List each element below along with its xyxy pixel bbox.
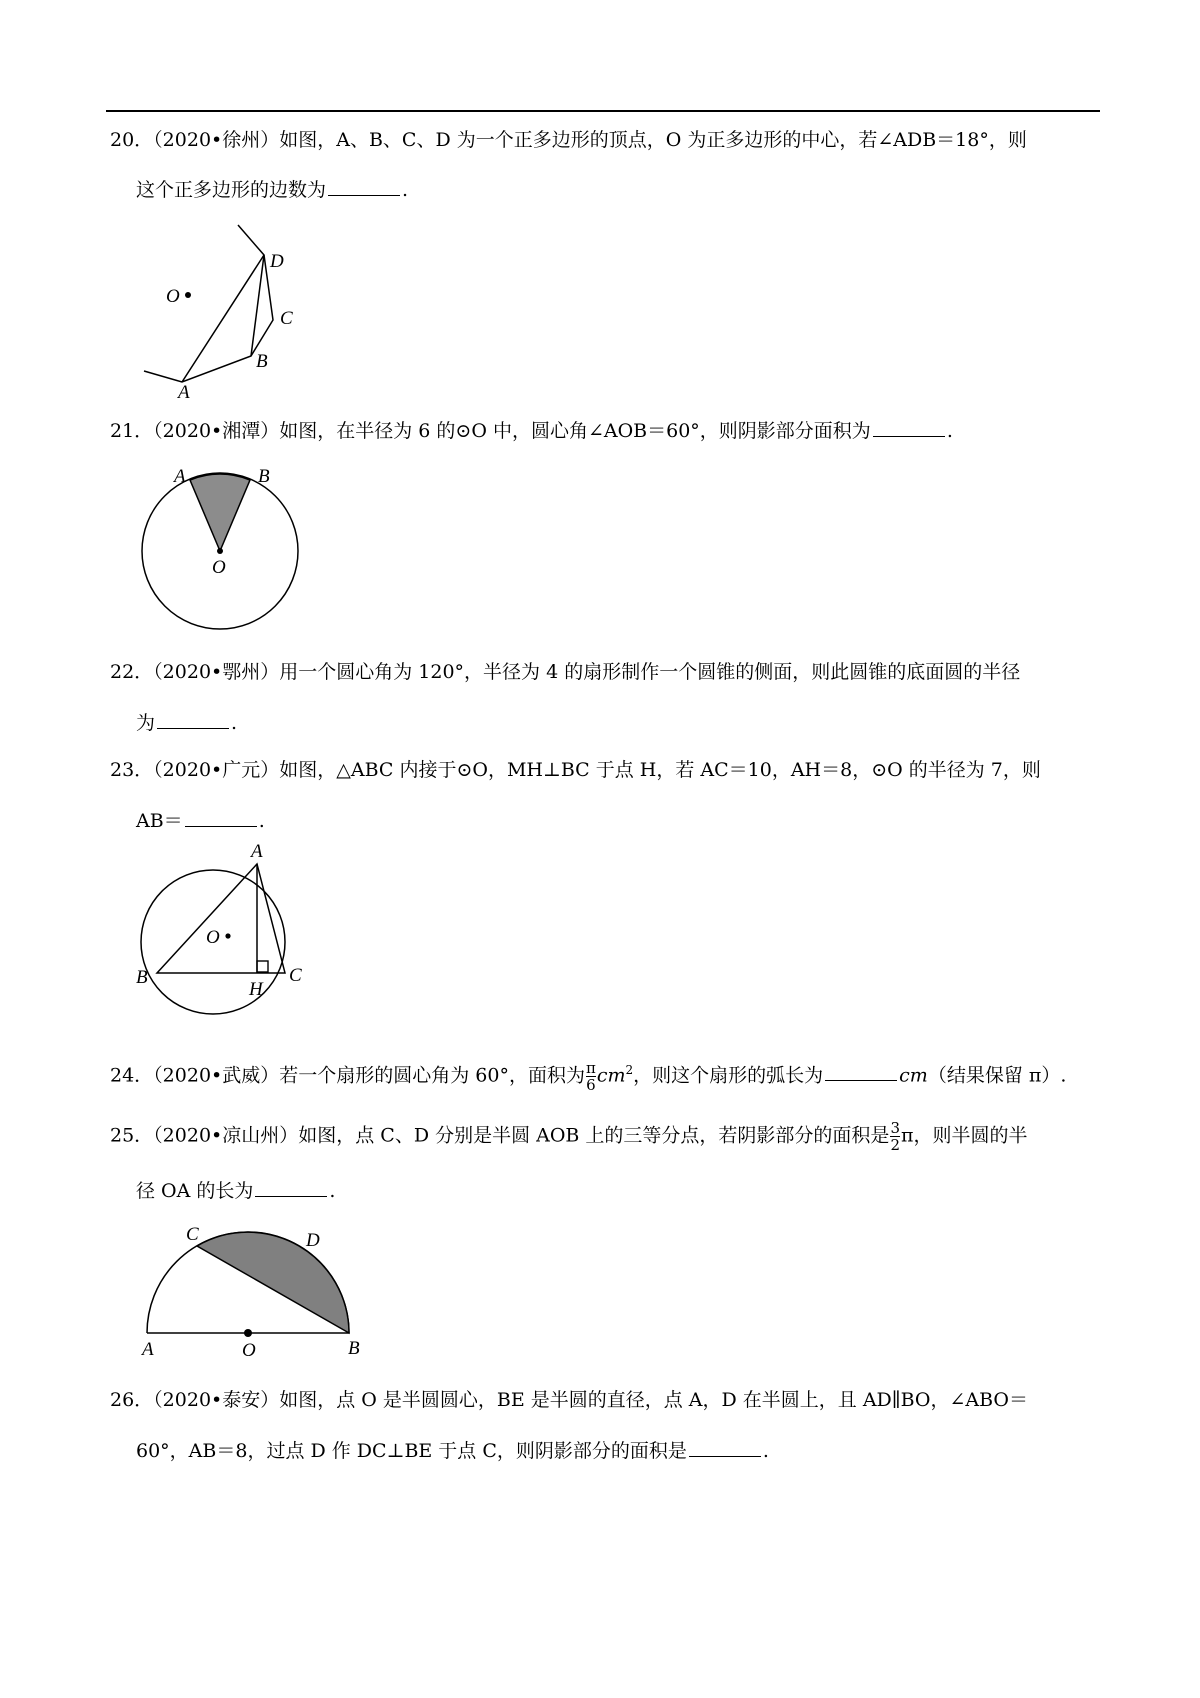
label-A: A xyxy=(251,841,263,862)
label-O: O xyxy=(212,557,226,578)
fraction-pi-over-6: $\frac{\pi}{6}$ xyxy=(585,1058,596,1094)
q23-line1: 23．（2020•广元）如图，△ABC 内接于⊙O，MH⊥BC 于点 H，若 AC＝10，AH＝8，⊙O 的半径为 7，则 xyxy=(110,759,1041,781)
answer-blank[interactable] xyxy=(157,710,229,729)
label-B: B xyxy=(258,466,270,487)
q21-figure xyxy=(130,455,310,635)
q24-line: 24．（2020•武威）若一个扇形的圆心角为 60°，面积为 $\frac{\pi}{6}$ $cm^2$，则这个扇形的弧长为 cm（结果保留 π）. xyxy=(110,1058,1067,1094)
answer-blank[interactable] xyxy=(255,1178,327,1197)
answer-blank[interactable] xyxy=(328,177,400,196)
label-D: D xyxy=(270,251,284,272)
label-O: O xyxy=(166,286,180,307)
label-B: B xyxy=(348,1338,360,1358)
label-C: C xyxy=(289,965,302,986)
label-A: A xyxy=(174,466,186,487)
answer-blank[interactable] xyxy=(825,1062,897,1081)
header-rule xyxy=(106,110,1100,112)
q22-line1: 22．（2020•鄂州）用一个圆心角为 120°，半径为 4 的扇形制作一个圆锥的侧面，则此圆锥的底面圆的半径 xyxy=(110,661,1021,683)
label-C: C xyxy=(186,1224,199,1245)
answer-blank[interactable] xyxy=(185,808,257,827)
q25-figure xyxy=(130,1218,380,1358)
label-A: A xyxy=(142,1339,154,1358)
label-B: B xyxy=(256,351,268,372)
answer-blank[interactable] xyxy=(689,1438,761,1457)
q20-line2: 这个正多边形的边数为 . xyxy=(136,179,409,201)
label-A: A xyxy=(178,382,190,400)
fraction-3-over-2: $\frac{3}{2}$ xyxy=(890,1119,900,1154)
label-H: H xyxy=(249,979,263,1000)
label-D: D xyxy=(306,1230,320,1251)
q22-line2: 为 . xyxy=(136,712,238,734)
q25-line2: 径 OA 的长为 . xyxy=(136,1180,336,1202)
q21-line1: 21．（2020•湘潭）如图，在半径为 6 的⊙O 中，圆心角∠AOB＝60°，则阴影部分面积为 . xyxy=(110,420,953,442)
q20-figure xyxy=(130,215,300,400)
label-C: C xyxy=(280,308,293,329)
label-B: B xyxy=(136,967,148,988)
q20-line1: 20．（2020•徐州）如图，A、B、C、D 为一个正多边形的顶点，O 为正多边形的中心，若∠ADB＝18°，则 xyxy=(110,129,1027,151)
q26-line2: 60°，AB＝8，过点 D 作 DC⊥BE 于点 C，则阴影部分的面积是 . xyxy=(136,1440,769,1462)
q25-line1: 25．（2020•凉山州）如图，点 C、D 分别是半圆 AOB 上的三等分点，若阴影部分的面积是 $\frac{3}{2}$ π，则半圆的半 xyxy=(110,1119,1028,1154)
label-O: O xyxy=(242,1340,256,1358)
label-O: O xyxy=(206,927,220,948)
answer-blank[interactable] xyxy=(873,418,945,437)
q23-line2: AB＝ . xyxy=(136,810,265,832)
q26-line1: 26．（2020•泰安）如图，点 O 是半圆圆心，BE 是半圆的直径，点 A，D 在半圆上，且 AD∥BO，∠ABO＝ xyxy=(110,1389,1028,1411)
q23-figure xyxy=(130,840,320,1025)
